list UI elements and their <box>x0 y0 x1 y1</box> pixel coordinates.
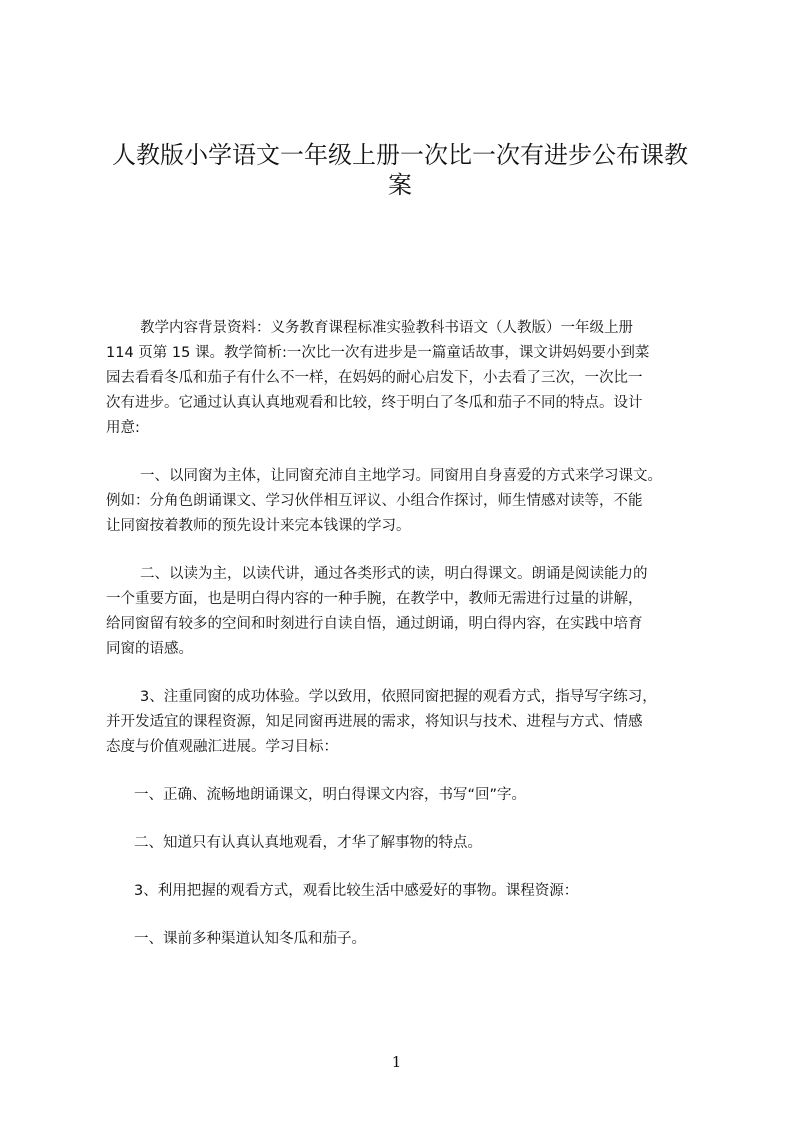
document-body <box>106 316 706 975</box>
text-line: 3、注重同窗的成功体验。学以致用，依照同窗把握的观看方式，指导写字练习， <box>140 689 657 705</box>
paragraph-goal-3 <box>106 879 706 904</box>
text-line: 同窗的语感。 <box>106 641 193 657</box>
text-line: 一、课前多种渠道认知冬瓜和茄子。 <box>134 931 366 947</box>
paragraph-goal-2 <box>106 831 706 856</box>
text-line: 二、知道只有认真认真地观看，才华了解事物的特点。 <box>134 835 482 851</box>
text-line: 态度与价值观融汇进展。学习目标： <box>106 739 338 755</box>
text-line: 一个重要方面，也是明白得内容的一种手腕，在教学中，教师无需进行过量的讲解， <box>106 591 643 607</box>
text-line: 一、以同窗为主体，让同窗充沛自主地学习。同窗用自身喜爱的方式来学习课文。 <box>140 468 662 484</box>
paragraph-design-point-1 <box>106 464 706 539</box>
text-line: 次有进步。它通过认真认真地观看和比较，终于明白了冬瓜和茄子不同的特点。设计 <box>106 395 643 411</box>
text-line: 例如：分角色朗诵课文、学习伙伴相互评议、小组合作探讨，师生情感对读等，不能 <box>106 493 643 509</box>
paragraph-design-point-2 <box>106 562 706 662</box>
paragraph-resource-1 <box>106 927 706 952</box>
paragraph-goal-1 <box>106 783 706 808</box>
text-line: 让同窗按着教师的预先设计来完本钱课的学习。 <box>106 518 411 534</box>
text-line: 3、利用把握的观看方式，观看比较生活中感爱好的事物。课程资源： <box>134 883 579 899</box>
text-line: 二、以读为主，以读代讲，通过各类形式的读，明白得课文。朗诵是阅读能力的 <box>140 566 648 582</box>
title-line: 人教版小学语文一年级上册一次比一次有进步公布课教 <box>112 141 688 169</box>
title-line: 案 <box>388 171 412 199</box>
text-line: 一、正确、流畅地朗诵课文，明白得课文内容，书写“回”字。 <box>134 787 527 803</box>
paragraph-background <box>106 316 706 441</box>
text-line: 园去看看冬瓜和茄子有什么不一样，在妈妈的耐心启发下，小去看了三次，一次比一 <box>106 370 643 386</box>
page-number: 1 <box>391 1053 402 1071</box>
text-line: 教学内容背景资料：义务教育课程标准实验教科书语文（人教版）一年级上册 <box>140 320 633 336</box>
text-line: 给同窗留有较多的空间和时刻进行自读自悟，通过朗诵，明白得内容，在实践中培育 <box>106 616 643 632</box>
text-line: 用意: <box>106 420 140 436</box>
text-line: 114 页第 15 课。教学简析:一次比一次有进步是一篇童话故事，课文讲妈妈要小到菜 <box>106 345 650 361</box>
text-line: 并开发适宜的课程资源，知足同窗再进展的需求，将知识与技术、进程与方式、情感 <box>106 714 643 730</box>
paragraph-design-point-3 <box>106 685 706 760</box>
document-title <box>100 140 700 200</box>
